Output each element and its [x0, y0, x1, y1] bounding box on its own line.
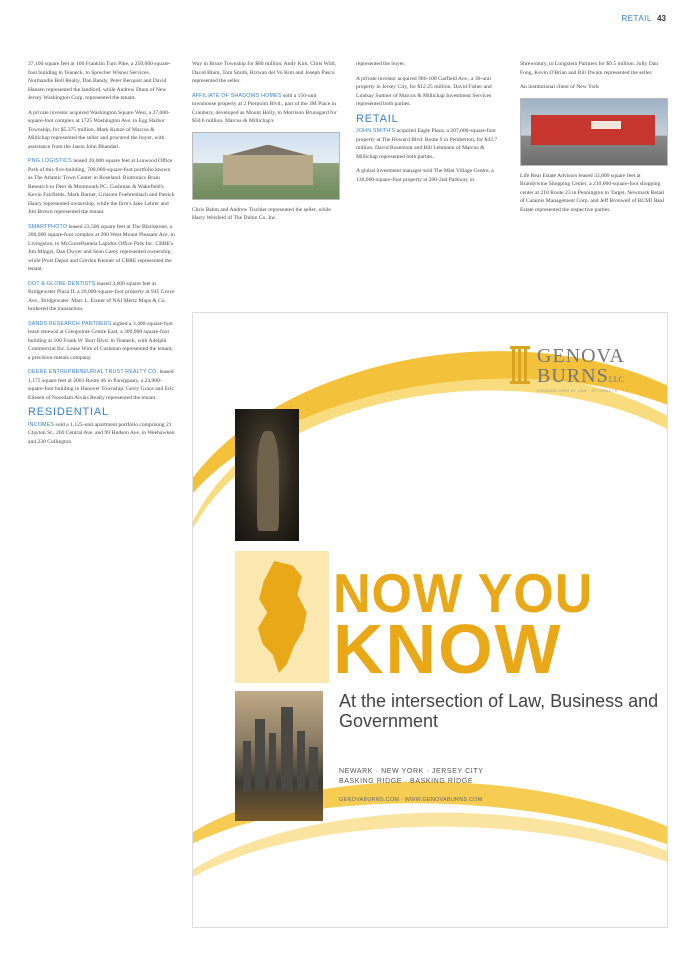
website-link[interactable]: GENOVABURNS.COM · WWW.GENOVABURNS.COM: [339, 797, 483, 803]
paragraph: A private investor acquired 986-108 Garfield Ave., a 30-unit property in Jersey City, for $12.25 million. David Fisher and Lindsay Suttner of Marcus & Millichap Investment Services represented both parties.: [356, 75, 492, 107]
column-3: [356, 60, 504, 190]
company-name: JOHN SMITH'S: [356, 128, 396, 134]
paragraph: A global investment manager sold The Mint Village Centre, a 130,000-square-foot property at 200-2nd Parkway in: [356, 168, 494, 183]
city-skyline-photo: [235, 691, 323, 821]
column-2: [192, 60, 340, 229]
headline-line1: NOW YOU: [333, 563, 594, 625]
page-header: [621, 14, 666, 23]
statue-photo: [235, 409, 299, 541]
genova-burns-advertisement[interactable]: [192, 312, 668, 928]
company-name: INCOMES: [28, 421, 55, 428]
page-number: 43: [657, 14, 666, 23]
column-1: [28, 60, 176, 452]
section-heading-retail: RETAIL: [356, 112, 399, 125]
pillar-icon: [511, 349, 529, 381]
company-name: DEERE ENTREPRENEURIAL TRUST: [28, 369, 124, 375]
paragraph: DOT & GLOBE DENTISTS leased 3,600 square feet at Bridgewater Plaza II, a 20,000-square-foot property at 945 Grove Ave., Bridgewater. Marc L. Eisner of NAI Mertz Maps & Co. brokered the transaction.: [28, 280, 175, 312]
paragraph: SANDS RESEARCH PARTNERS signed a 3,400-square-foot lease renewal at Glenpointe Centre East, a 300,000 square-foot building at 100 Frank W. Burr Blvd. in Teaneck, with Adelphi Commercial Inc. Lease Wire of Cushman represented the tenant, a precision-metals company.: [28, 320, 173, 361]
paragraph: JOHN SMITH'S acquired Eagle Plaza, a 207,000-square-foot property at The Howard Blvd. Route 9 in Pemberton, for $43.7 million. David Rosemont and Bill Lehmann of Marcus & Millichap represented both parties.: [356, 128, 498, 160]
paragraph: Way in Bruce Township for $80 million. Andy Kim, Chris Wild, David Blum, Tom Smith, Rizwan del Vo Kim and Joseph Pasco represented the seller.: [192, 61, 337, 84]
paragraph: Chris Bahm and Andrew Tischler represented the seller, while Harry Weisfeld of The Dubin Co. Inc.: [192, 206, 331, 221]
paragraph: 37,100 square feet at 100 Franklin Turn Pike, a 250,000 square-foot building in Teaneck, to Sprecher Wisner Services. Normandie Bell Realty, Dan Bandy, Peter Berquist and David Hansen represented the landlord, while Andrew Dunn of New Jersey Washington Corp. represented the tenant.: [28, 61, 171, 101]
paragraph: DEERE ENTREPRENEURIAL TRUST REALTY CO. leased 1,175 square feet at 2001 Route 46 in Parsippany, a 24,000-square-foot building in Hanover Township. Gerry Grace and Eric Eliesen of Noordam Alvais Realty represented the tenant.: [28, 369, 174, 401]
new-jersey-map-box: [235, 551, 329, 683]
paragraph: An institutional client of New York: [520, 84, 599, 90]
company-name: SMARTPHOTO: [28, 223, 68, 230]
company-name: DOT & GLOBE DENTISTS: [28, 280, 96, 287]
logo-tagline: COUNSELLORS AT LAW · ATTORNEYS: [537, 389, 618, 393]
logo-name-line1: GENOVA: [537, 345, 625, 367]
retail-store-photo: [520, 98, 668, 166]
ad-headline: [333, 563, 594, 688]
section-label: RETAIL: [621, 14, 652, 23]
paragraph: Shrewsbury, to Longstein Partners for $9.5 million. Jolly Dan Fong, Kevin O'Brian and Bill Dwain represented the seller.: [520, 61, 659, 76]
paragraph: PNG LOGISTICS leased 26,000 square feet at Linwood Office Park of this five-building, 700,000-square-foot portfolio known as The Atlantic Town Center in Roseland. Biotronics Brain Research to Deer & Monmouth PC. Cushman & Wakefield's Kevin Fairfields, Mark Barnet, Grissom Foehrenbach and Patrick Haury represented ownership, while the firm's Jake Lehrer and Jim Brown represented the tenant.: [28, 158, 175, 215]
company-name: PNG LOGISTICS: [28, 158, 72, 164]
paragraph: Life Real Estate Advisors leased 33,000 square feet at Brandywine Shopping Center, a 210,000-square-foot shopping center at 210 Route 23 in Pennington to Target. Newmark Retail of Calamis Management Corp. and Jeff Bronwell of RCMJ Real Estate represented the respective parties.: [520, 172, 665, 213]
ad-tagline: At the intersection of Law, Business and Government: [339, 691, 659, 731]
genova-burns-logo: [511, 343, 651, 403]
paragraph: SMARTPHOTO leased 23,500 square feet at The Blackstone, a 200,000 square-foot complex at 200 West Mount Pleasant Ave. in Livingston, to McGuirePamela Lapidus Office Park Inc. CBRE's Jim Mingis, Dan Dwyer and Sean Carey represented ownership, while Prost Depot and Gordon Kenner of CBRE represented the tenant.: [28, 223, 175, 272]
company-name: SANDS RESEARCH PARTNERS: [28, 320, 112, 327]
new-jersey-state-icon: [251, 561, 309, 673]
office-locations: NEWARK · NEW YORK · JERSEY CITY BASKING RIDGE · BASKING RIDGE: [339, 768, 484, 785]
paragraph: A private investor acquired Washington Square West, a 27,000-square-foot complex at 1725 Washington Ave. in Egg Harbor Township, for $5.375 million. Mark Kunze of Marcus & Millichap represented the seller and procured the buyer, with assistance from the Jason John Bhandari.: [28, 109, 170, 150]
column-4: [520, 60, 668, 220]
logo-name-line2: BURNSLLC: [537, 365, 624, 387]
paragraph: AFFILIATE OF SHADOWS HOMES sold a 156-unit townhouse property at 2 Pierpoint Blvd., part of the 3M Place in Cranbury, developed as Mount Holly, to Morrison Brunsgard for $50.6 million. Marcus & Millichap's: [192, 92, 337, 124]
paragraph: INCOMES sold a 1,125-unit apartment portfolio comprising 21 Clayton St., 260 Central Ave. and 99 Hudson Ave. in Weehawken and 230 Collington: [28, 421, 175, 445]
headline-line2: KNOW: [333, 609, 563, 688]
paragraph: represented the buyer.: [356, 61, 406, 67]
section-heading-residential: RESIDENTIAL: [28, 406, 109, 418]
company-name: AFFILIATE OF SHADOWS HOMES: [192, 92, 282, 99]
townhouse-photo: [192, 132, 340, 200]
